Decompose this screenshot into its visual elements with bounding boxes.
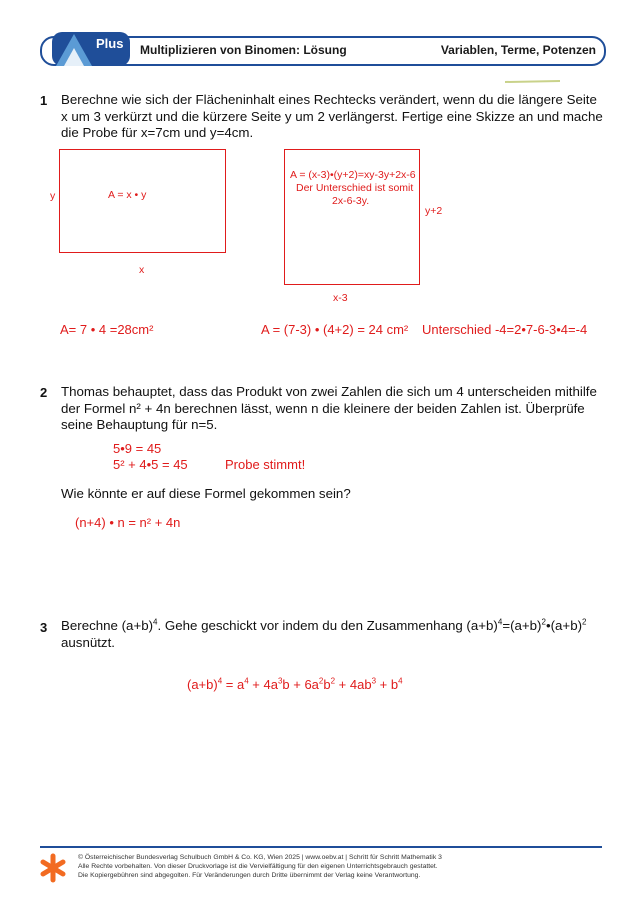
rect2-difference-value: 2x-6-3y.: [332, 195, 370, 207]
calc-formula: 5² + 4•5 = 45: [113, 457, 188, 472]
question-number-2: 2: [40, 385, 48, 400]
answer-difference: Unterschied -4=2•7-6-3•4=-4: [422, 322, 588, 337]
publisher-star-icon: [40, 853, 66, 883]
footer-divider: [40, 846, 602, 848]
question-number-3: 3: [40, 620, 48, 635]
rect2-side-label: y+2: [425, 205, 443, 217]
decorative-stroke: [505, 80, 560, 83]
question-2-text: Thomas behauptet, dass das Produkt von zwei Zahlen die sich um 4 unterscheiden mithilfe der Formel n² + 4n berechnen lässt, wenn n die kleinere der beiden Zahlen ist. Überprüfe seine Behauptung für n=5.: [61, 384, 597, 432]
copyright-notice: © Österreichischer Bundesverlag Schulbuch GmbH & Co. KG, Wien 2025 | www.oebv.at | Schritt für Schritt Mathematik 3 Alle Rechte vorbehalten. Von dieser Druckvorlage ist die Vervielfältigung für den eigenen Unterrichtsgebrauch gestattet. Die Kopiergebühren sind abgegolten. Für Veränderungen durch Dritte übernimmt der Verlag keine Verantwortung.: [78, 854, 442, 879]
sketch-rectangle-original: [59, 149, 226, 253]
formula-derivation: (n+4) • n = n² + 4n: [75, 515, 181, 530]
rect2-difference-text: Der Unterschied ist somit: [296, 182, 414, 194]
binomial-expansion: $(a+b)^4 = a^4 + 4a^3b + 6a^2b^2 + 4ab^3 + b^4$: [187, 676, 403, 692]
rect1-area-formula: A = x • y: [108, 189, 147, 201]
rect2-bottom-label: x-3: [333, 292, 348, 304]
page-title: Multiplizieren von Binomen: Lösung: [140, 43, 347, 57]
rect2-formula: A = (x-3)•(y+2)=xy-3y+2x-6: [290, 169, 416, 181]
plus-logo: [52, 30, 132, 68]
question-number-1: 1: [40, 93, 48, 108]
question-1-text: Berechne wie sich der Flächeninhalt eines Rechtecks verändert, wenn du die längere Seite x um 3 verkürzt und die kürzere Seite y um 2 verlängerst. Fertige eine Skizze an und mache die Probe für x=7cm und y=4cm.: [61, 92, 603, 140]
answer-original-area: A= 7 • 4 =28cm²: [60, 322, 154, 337]
rect1-bottom-label: x: [139, 264, 145, 276]
answer-new-area: A = (7-3) • (4+2) = 24 cm²: [261, 322, 409, 337]
question-3-text: Berechne $(a+b)^4$. Gehe geschickt vor indem du den Zusammenhang $(a+b)^4=(a+b)^2•(a+b)^2$ ausnützt.: [61, 617, 587, 650]
check-result: Probe stimmt!: [225, 457, 306, 472]
question-2-followup: Wie könnte er auf diese Formel gekommen sein?: [61, 486, 351, 501]
calc-product: 5•9 = 45: [113, 441, 162, 456]
logo-text: Plus: [96, 36, 124, 51]
rect1-side-label: y: [50, 190, 56, 202]
topic-label: Variablen, Terme, Potenzen: [440, 43, 596, 57]
